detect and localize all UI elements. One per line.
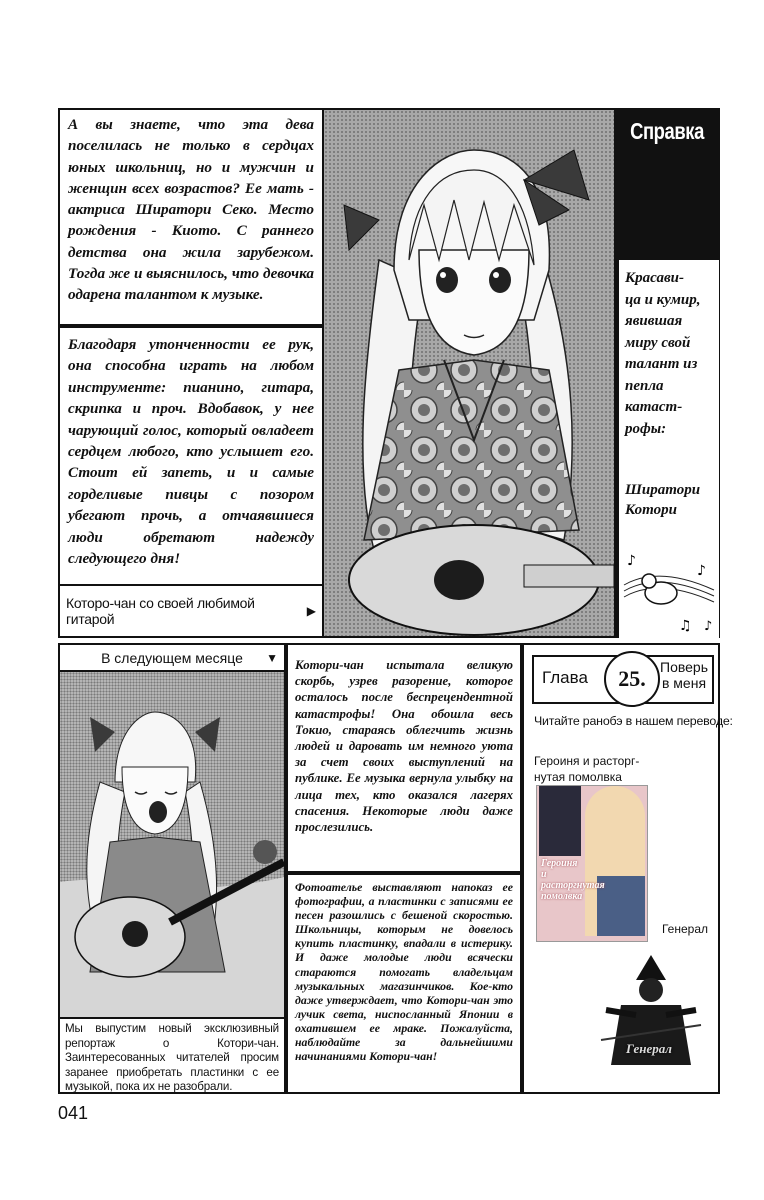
book2-title[interactable]: Генерал: [661, 922, 708, 936]
triangle-down-icon: ▼: [266, 650, 278, 665]
book1-character-dark: [539, 786, 581, 856]
info-panel: [614, 108, 720, 638]
chapter-number-circle: [604, 651, 660, 707]
info-caption: Красави- ца и кумир, явившая миру свой талант из пепла катаст- рофы:: [625, 270, 701, 437]
caption-arrow-icon: ▶: [306, 604, 316, 618]
svg-text:♪: ♪: [627, 553, 636, 569]
talent-box: [58, 326, 324, 586]
photo-caption: Которо-чан со своей любимой гитарой: [66, 595, 255, 627]
chapter-number: 25.: [618, 666, 646, 691]
photo-caption-bar: [58, 586, 324, 638]
next-month-header: [60, 645, 284, 672]
grief-panel: [286, 643, 522, 873]
intro-box: [58, 108, 324, 326]
girl-singing-illustration: [60, 672, 284, 1017]
book1-link[interactable]: [534, 753, 664, 785]
svg-text:♪: ♪: [697, 563, 706, 579]
next-month-label: В следующем месяце: [101, 649, 243, 666]
ad-heading: Читайте ранобэ в нашем переводе:: [534, 714, 733, 728]
ad-column: [522, 643, 733, 1094]
book2-cover-text: Генерал: [626, 1041, 672, 1056]
info-caption-box: [619, 260, 719, 640]
next-month-text: Мы выпустим новый эксклюзивный репортаж о Котори-чан. Заинтересованных читателей просим заранее приобретать пластинки с ее музыкой, пока их не разобрали.: [65, 1022, 279, 1094]
main-illustration: [322, 108, 616, 638]
next-month-panel: [58, 643, 286, 1094]
svg-text:♪: ♪: [704, 619, 713, 634]
grief-text: Котори-чан испытала великую скорбь, узрев разорение, которое осталось после беспрецендентной катастрофы! Она обошла весь Токио, стараясь облегчить жизнь людей и даровать им немного уюта за счет своих выступлений на публике. Ее музыка вернула улыбку на лица тех, кто оказался лагерях спасения. Некоторые люди даже прослезились.: [295, 658, 513, 835]
svg-text:♫: ♫: [679, 618, 692, 634]
chapter-word: Глава: [542, 668, 588, 687]
chapter-title: Поверь в меня: [660, 659, 708, 691]
info-name: Ширатори Котори: [625, 482, 701, 518]
book2-cover[interactable]: [596, 945, 706, 1075]
girl-with-guitar-illustration: [324, 110, 614, 636]
chapter-banner: [532, 655, 714, 704]
talent-text: Благодаря утонченности ее рук, она способна играть на любом инструменте: пианино, гитара, скрипка и проч. Вдобавок, у нее чарующий голос, который овладеет сердцем любого, кто услышет его. Стоит ей запеть, и и самые горделивые пивцы с позором убегают прочь, а отчаявшиеся люди обретают надежду следующего дня!: [68, 336, 314, 568]
next-month-illustration: [60, 672, 284, 1019]
music-bird-icon: [619, 545, 719, 640]
intro-text: А вы знаете, что эта дева поселилась не только в сердцах юных школьниц, но и мужчин и женщин всех возрастов? Ее мать - актриса Ширатори Секо. Место рождения - Киото. С раннего детства она жила зарубежом. Тогда же и выяснилось, что девочка одарена талантом к музыке.: [68, 116, 314, 304]
book1-cover[interactable]: [536, 785, 648, 942]
photo-panel: [286, 873, 522, 1094]
page-number: 041: [58, 1103, 89, 1123]
book1-title: Героиня и расторг- нутая помолвка: [534, 754, 640, 784]
book1-cover-text: Героиня и расторгнутая помолвка: [541, 858, 605, 902]
info-heading: Справка: [630, 118, 704, 144]
photo-text: Фотоателье выставляют напоказ ее фотографии, а пластинки с записями ее песен разошлись с бешеной скоростью. Школьницы, которым не довелось купить пластинку, впадали в истерику. И даже молодые люди всячески стараются помогать владельцам музыкальных магазинчиков. Кое-кто даже утверждает, что Котори-чан это лучик света, ниспосланный Японии в охатившем ее мраке. Пожалуйста, наблюдайте за дальнейшими начинаниями Котори-чан!: [295, 880, 513, 1064]
